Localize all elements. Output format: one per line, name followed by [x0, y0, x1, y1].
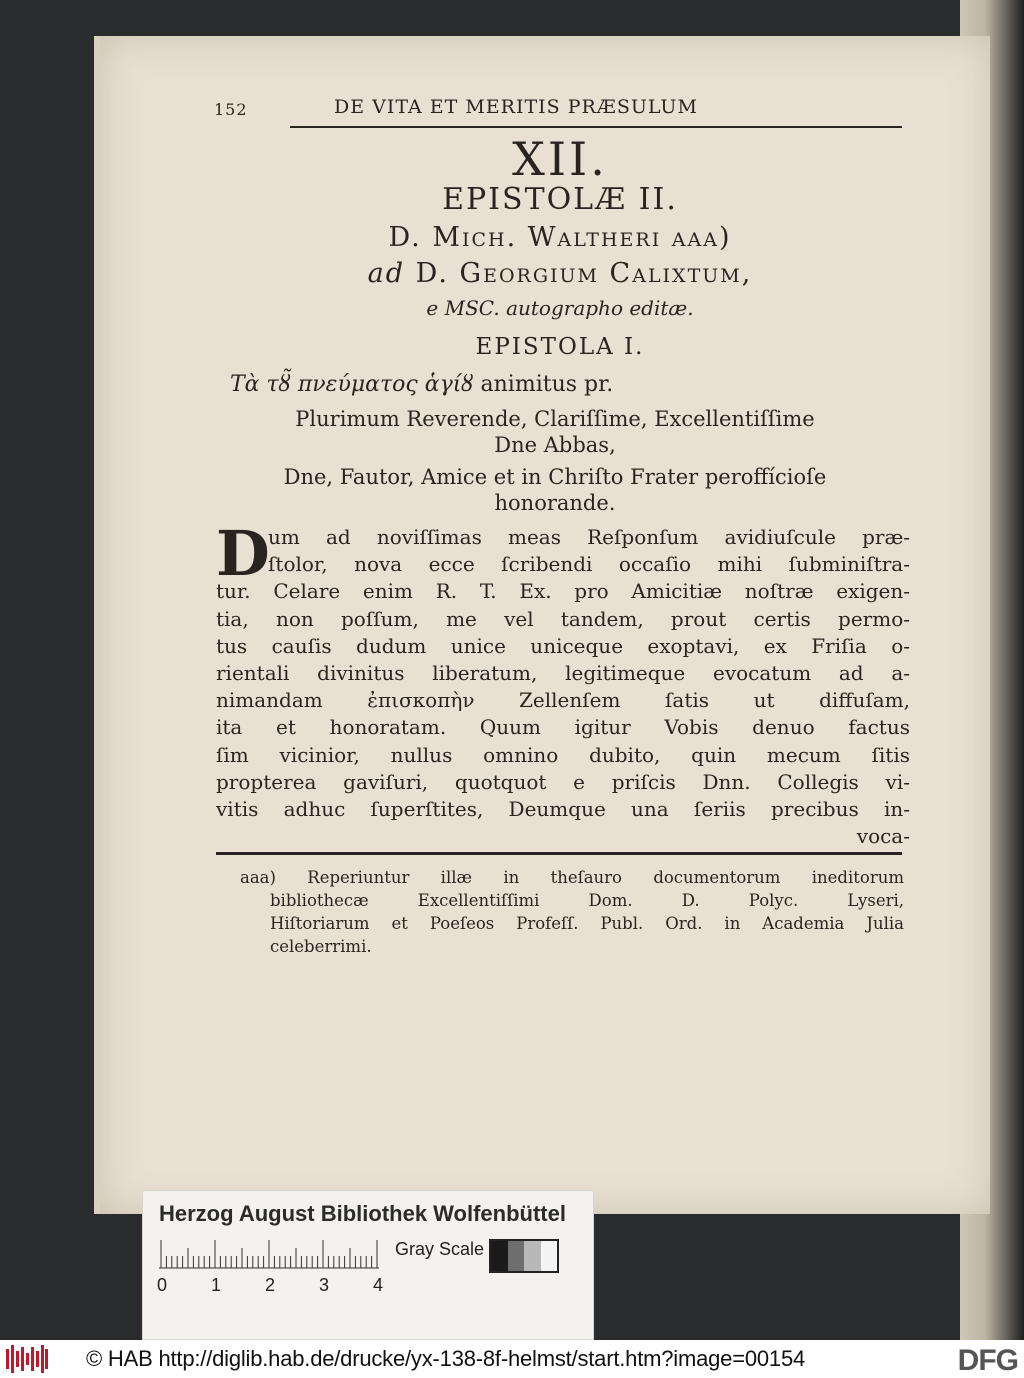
- address-line: Plurimum Reverende, Clariſſime, Excellentiſſime: [295, 407, 815, 431]
- running-head: [214, 96, 814, 124]
- recipient-prefix: ad: [367, 258, 406, 289]
- section-numeral: XII.: [512, 132, 608, 186]
- color-calibration-bar: [142, 1190, 594, 1340]
- hab-logo-icon: [6, 1345, 48, 1373]
- body-line: vitis adhuc ſuperſtites, Deumque una ſeriis precibus in-: [216, 796, 910, 821]
- ruler-label: 2: [265, 1275, 276, 1295]
- gray-swatch-patch: [541, 1241, 558, 1271]
- footnote: [240, 866, 904, 958]
- gray-swatch-patch: [524, 1241, 541, 1271]
- salutation-greek: Τὰ τȣ̃ πνεύματος ἁγίȣ: [230, 372, 474, 397]
- footnote-line: aaa) Reperiuntur illæ in theſauro documentorum ineditorum: [240, 868, 904, 887]
- recipient-line: [220, 258, 900, 289]
- author-line: D. Mich. Waltheri aaa): [388, 222, 732, 253]
- body-line: tus cauſis dudum unice uniceque exoptavi, ex Friſia o-: [216, 633, 910, 658]
- gray-scale-label: Gray Scale: [395, 1239, 485, 1259]
- drop-cap: D: [216, 517, 270, 590]
- edition-line: e MSC. autographo editæ.: [426, 296, 694, 320]
- ruler-label: 4: [373, 1275, 384, 1295]
- body-line: nimandam ἐπισκοπὴν Zellenſem ſatis ut diffuſam,: [216, 688, 910, 713]
- body-line: um ad noviſſimas meas Reſponſum avidiuſcule præ-: [268, 525, 910, 549]
- page-number: 152: [214, 100, 248, 119]
- copyright-url[interactable]: © HAB http://diglib.hab.de/drucke/yx-138-8f-helmst/start.htm?image=00154: [86, 1346, 806, 1371]
- body-line: tur. Celare enim R. T. Ex. pro Amicitiæ noſtræ exigen-: [216, 579, 910, 604]
- body-line: ſtolor, nova ecce ſcribendi occaſio mihi ſubminiſtra-: [268, 552, 910, 577]
- ruler-label: 0: [157, 1275, 168, 1295]
- header-rule: [290, 126, 902, 128]
- catchword: voca-: [856, 824, 910, 849]
- ruler-label: 1: [211, 1275, 222, 1295]
- address-line: honorande.: [494, 491, 616, 515]
- body-line: rientali divinitus liberatum, legitimeque evocatum ad a-: [216, 660, 910, 685]
- address-block-1: [214, 406, 896, 458]
- footnote-line: bibliothecæ Excellentiſſimi Dom. D. Polyc. Lyseri,: [270, 891, 904, 910]
- gray-swatch-patch: [508, 1241, 525, 1271]
- address-line: Dne, Fautor, Amice et in Chriſto Frater peroffícioſe: [283, 465, 827, 489]
- gray-swatch-patch: [491, 1241, 508, 1271]
- footer-bar: [0, 1340, 1024, 1378]
- recipient-name: D. Georgium Calixtum,: [415, 258, 753, 289]
- dfg-logo: DFG: [957, 1344, 1018, 1377]
- body-line: tia, non poſſum, me vel tandem, prout certis permo-: [216, 606, 910, 631]
- letter-heading: EPISTOLA I.: [475, 334, 645, 360]
- epistolae-title: EPISTOLÆ II.: [442, 182, 678, 217]
- running-head-title: DE VITA ET MERITIS PRÆSULUM: [334, 96, 698, 118]
- body-line: propterea gaviſuri, quotquot e priſcis Dnn. Collegis vi-: [216, 769, 910, 794]
- address-block-2: [214, 464, 896, 516]
- ruler-label: 3: [319, 1275, 330, 1295]
- ruler-ticks: [159, 1239, 379, 1269]
- address-line: Dne Abbas,: [494, 433, 616, 457]
- footnote-line: Hiſtoriarum et Poeſeos Profeſſ. Publ. Ord. in Academia Julia: [270, 914, 904, 933]
- institution-name: Herzog August Bibliothek Wolfenbüttel: [159, 1201, 566, 1226]
- letter-body: [216, 517, 910, 850]
- ruler-scale: [159, 1239, 379, 1269]
- salutation-latin: animitus pr.: [480, 372, 614, 397]
- body-line: ſim vicinior, nullus omnino dubito, quin mecum ſitis: [216, 742, 910, 767]
- body-line: ita et honoratam. Quum igitur Vobis denuo factus: [216, 715, 910, 740]
- gray-scale-swatch: [489, 1239, 559, 1273]
- footnote-line: celeberrimi.: [270, 937, 372, 956]
- footnote-rule: [216, 852, 902, 855]
- salutation: [230, 372, 613, 397]
